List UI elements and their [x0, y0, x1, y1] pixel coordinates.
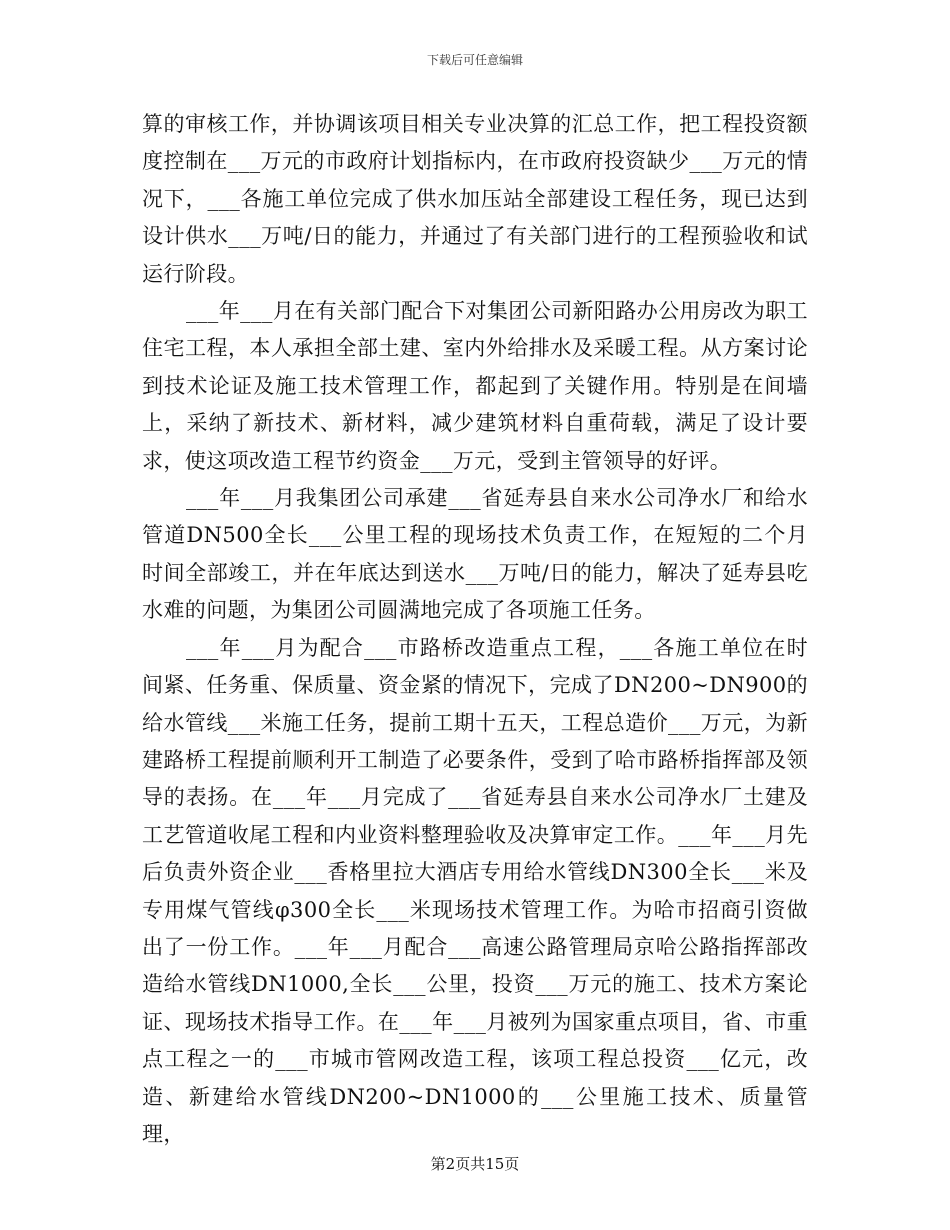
paragraph: 算的审核工作，并协调该项目相关专业决算的汇总工作，把工程投资额度控制在___万元的市政府计划指标内，在市政府投资缺少___万元的情况下，___各施工单位完成了供水加压站全部建设工程任务，现已达到设计供水___万吨/日的能力，并通过了有关部门进行的工程预验收和试运行阶段。 — [142, 112, 808, 286]
page-number: 第2页共15页 — [430, 1155, 520, 1173]
paragraph: ___年___月为配合___市路桥改造重点工程，___各施工单位在时间紧、任务重、保质量、资金紧的情况下，完成了DN200~DN900的给水管线___米施工任务，提前工期十五天，工程总造价___万元，为新建路桥工程提前顺利开工制造了必要条件，受到了哈市路桥指挥部及领导的表扬。在___年___月完成了___省延寿县自来水公司净水厂土建及工艺管道收尾工程和内业资料整理验收及决算审定工作。___年___月先后负责外资企业___香格里拉大酒店专用给水管线DN300全长___米及专用煤气管线φ300全长___米现场技术管理工作。为哈市招商引资做出了一份工作。___年___月配合___高速公路管理局京哈公路指挥部改造给水管线DN1000,全长___公里，投资___万元的施工、技术方案论证、现场技术指导工作。在___年___月被列为国家重点项目，省、市重点工程之一的___市城市管网改造工程，该项工程总投资___亿元，改造、新建给水管线DN200~DN1000的___公里施工技术、质量管理， — [142, 635, 808, 1146]
paragraph: ___年___月在有关部门配合下对集团公司新阳路办公用房改为职工住宅工程，本人承担全部土建、室内外给排水及采暖工程。从方案讨论到技术论证及施工技术管理工作，都起到了关键作用。特别是在间墙上，采纳了新技术、新材料，减少建筑材料自重荷载，满足了设计要求，使这项改造工程节约资金___万元，受到主管领导的好评。 — [142, 299, 808, 473]
paragraph: ___年___月我集团公司承建___省延寿县自来水公司净水厂和给水管道DN500全长___公里工程的现场技术负责工作，在短短的二个月时间全部竣工，并在年底达到送水___万吨/日的能力，解决了延寿县吃水难的问题，为集团公司圆满地完成了各项施工任务。 — [142, 486, 808, 623]
page-header: 下载后可任意编辑 — [426, 53, 523, 67]
document-body — [142, 106, 808, 1153]
